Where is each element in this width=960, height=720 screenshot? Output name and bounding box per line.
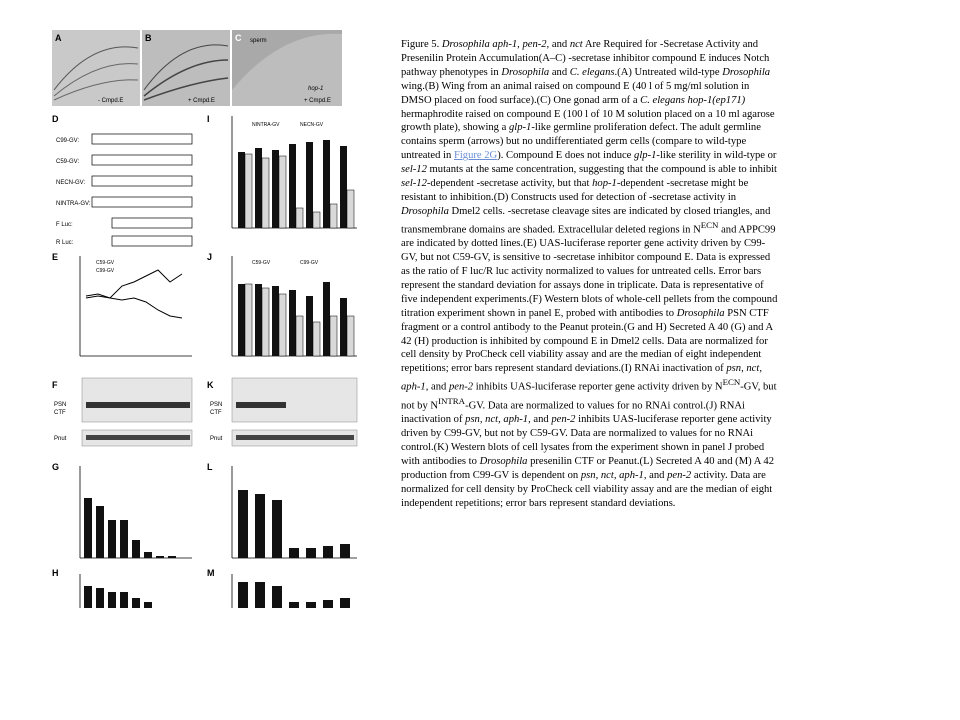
caption-s14: glp-1 xyxy=(508,122,532,134)
panel-letter-b: B xyxy=(145,33,152,43)
caption-s45: presenilin CTF or Peanut.(L) Secreted A 40 and (M) A 42 production from C99-GV is dependent on xyxy=(401,455,775,481)
caption-s24: hop-1 xyxy=(592,178,617,190)
caption-s21: mutants at the same concentration, suggesting that the compound is able to inhibit xyxy=(426,164,778,176)
caption-s31: PSN CTF fragment or a control antibody to the Peanut protein.(G and H) Secreted A 40 (G) and A 42 (H) production is inhibited by compound E in Dmel2 cells. Data are normalized for cell density by ProCheck cell viability assay and are the median of eight independent repetitions; error bars represent standard deviations.(I) RNAi inactivation of xyxy=(401,307,773,375)
legend-j-2: C99-GV xyxy=(300,260,319,266)
caption-s37: -GV, but not by N xyxy=(401,381,777,412)
panel-k xyxy=(207,378,357,446)
panel-c-label-1: hop-1 xyxy=(308,86,324,92)
panel-letter-k: K xyxy=(207,380,214,390)
panel-letter-c: C xyxy=(235,33,242,43)
caption-text xyxy=(401,38,779,511)
legend-i-1: NINTRA-GV xyxy=(252,122,280,128)
panel-g xyxy=(52,462,192,558)
construct-3: NECN-GV: xyxy=(56,180,86,186)
panel-c-sperm: sperm xyxy=(250,38,267,44)
panel-a xyxy=(52,30,140,106)
legend-e-1: C59-GV xyxy=(96,260,115,266)
panel-b xyxy=(142,30,230,106)
caption-s13: hermaphrodite raised on compound E (100 l of 10 M solution placed on a 10 ml agarose growth plate), showing a xyxy=(401,108,775,134)
panel-letter-l: L xyxy=(207,462,213,472)
caption-s32: psn, nct, aph-1, xyxy=(401,363,762,393)
blot-k-psn: PSN xyxy=(210,402,223,408)
panel-l xyxy=(207,462,357,558)
caption-s17: ). Compound E does not induce xyxy=(497,150,635,162)
caption-s04: nct xyxy=(569,39,583,50)
panel-a-label: - Cmpd.E xyxy=(98,98,124,104)
caption-s43: inhibits UAS-luciferase reporter gene activity driven by C99-GV, but not by C59-GV. Data are normalized to values for no RNAi control.(K) Western blots of cell lysates from the experiment shown in panel J probed with antibodies to xyxy=(401,414,772,467)
panel-c-label-2: + Cmpd.E xyxy=(304,98,331,104)
construct-4: NINTRA-GV: xyxy=(56,201,91,207)
caption-s47: and xyxy=(646,469,668,481)
caption-s29: and APPC99 are indicated by dotted lines.(E) UAS-luciferase reporter gene activity driven by C99-GV, but not C59-GV, is sensitive to -secretase inhibitor compound E. Data is expressed as the ratio of F luc/R luc activity normalized to values for untreated cells. Error bars represent the standard deviation for assays done in triplicate. Data is representative of five independent experiments.(F) Western blots of whole-cell pellets from the compound titration experiment shown in panel E, probed with antibodies to xyxy=(401,224,778,319)
caption-s30: Drosophila xyxy=(676,307,725,319)
legend-e-2: C99-GV xyxy=(96,268,115,274)
caption-s34: pen-2 xyxy=(448,381,474,393)
caption-s44: Drosophila xyxy=(479,455,528,467)
caption-s27: Dmel2 cells. -secretase cleavage sites are indicated by closed triangles, and transmembrane domains are shaded. Extracellular deleted regions in N xyxy=(401,205,771,236)
panel-c xyxy=(232,30,342,106)
caption-s36: ECN xyxy=(722,377,741,388)
panel-letter-d: D xyxy=(52,114,59,124)
blot-f-pnut: Pnut xyxy=(54,436,67,442)
panel-b-label: + Cmpd.E xyxy=(188,98,215,104)
blot-k-pnut: Pnut xyxy=(210,436,223,442)
panel-f xyxy=(52,378,192,446)
construct-6: R Luc: xyxy=(56,240,74,246)
caption-s02: Drosophila aph-1, pen-2, xyxy=(441,39,550,50)
blot-k-ctf: CTF xyxy=(210,410,222,416)
legend-j-1: C59-GV xyxy=(252,260,271,266)
panel-j xyxy=(207,252,357,356)
panel-h xyxy=(52,568,152,608)
panel-letter-g: G xyxy=(52,462,60,472)
caption-s40: psn, nct, aph-1, xyxy=(465,414,531,426)
caption-s03: and xyxy=(549,39,570,50)
caption-s49: activity. Data are normalized for cell density by ProCheck cell viability assay and are the median of eight independent repetitions; error bars represent standard deviations. xyxy=(401,469,773,509)
panel-m xyxy=(207,568,350,608)
panel-letter-i: I xyxy=(207,114,210,124)
legend-i-2: NECN-GV xyxy=(300,122,324,128)
panel-letter-a: A xyxy=(55,33,62,43)
figure-image xyxy=(52,30,392,608)
caption-s11: wing.(B) Wing from an animal raised on compound E (40 l of 5 mg/ml solution in DMSO placed on food surface).(C) One gonad arm of a xyxy=(401,80,750,106)
caption-s09: .(A) Untreated wild-type xyxy=(614,66,723,78)
caption-s06: Drosophila xyxy=(501,66,550,78)
caption-s08: C. elegans xyxy=(569,66,615,78)
panel-letter-f: F xyxy=(52,380,58,390)
caption-s41: and xyxy=(530,414,552,426)
caption-s35: inhibits UAS-luciferase reporter gene activity driven by N xyxy=(473,381,723,393)
caption-s19: -like sterility in wild-type or xyxy=(656,150,777,162)
caption-s48: pen-2 xyxy=(667,469,692,481)
panel-letter-m: M xyxy=(207,568,215,578)
panel-d xyxy=(52,114,192,246)
blot-f-psn: PSN xyxy=(54,402,67,408)
caption-s42: pen-2 xyxy=(551,414,576,426)
caption-s07: and xyxy=(549,66,570,78)
caption-s01: Figure 5. xyxy=(401,39,442,50)
caption-s10: Drosophila xyxy=(722,66,771,78)
caption-s33: and xyxy=(428,381,449,393)
caption-s22: sel-12 xyxy=(401,178,427,190)
panel-i xyxy=(207,114,357,228)
construct-1: C99-GV: xyxy=(56,138,80,144)
construct-5: F Luc: xyxy=(56,222,73,228)
caption-s18: glp-1 xyxy=(634,150,657,162)
figure-caption xyxy=(401,38,779,511)
blot-f-ctf: CTF xyxy=(54,410,66,416)
panel-letter-e: E xyxy=(52,252,59,262)
caption-s46: psn, nct, aph-1, xyxy=(580,469,647,481)
caption-s12: C. elegans hop-1(ep171) xyxy=(640,94,746,106)
caption-s38: INTRA xyxy=(438,395,466,406)
panel-e xyxy=(52,252,192,356)
caption-s05: Are Required for -Secretase Activity and Presenilin Protein Accumulation(A–C) -secretase inhibitor compound E induces Notch pathway phenotypes in xyxy=(401,39,770,78)
caption-s23: -dependent -secretase activity, but that xyxy=(426,178,593,190)
construct-2: C59-GV: xyxy=(56,159,80,165)
caption-s25: -dependent -secretase might be resistant to inhibition.(D) Constructs used for detection of -secretase activity in xyxy=(401,178,749,203)
caption-s20: sel-12 xyxy=(401,164,427,176)
panel-letter-h: H xyxy=(52,568,59,578)
caption-s26: Drosophila xyxy=(401,205,449,217)
caption-s39: -GV. Data are normalized to values for no RNAi control.(J) RNAi inactivation of xyxy=(401,400,745,426)
figure-2g-link[interactable]: Figure 2G xyxy=(453,150,498,162)
caption-s28: ECN xyxy=(700,219,719,230)
figure-panels xyxy=(52,30,392,608)
panel-letter-j: J xyxy=(207,252,213,262)
caption-s15: -like germline proliferation defect. The adult germline contains sperm (arrows) but no undifferentiated germ cells (compare to wild-type untreated in xyxy=(401,122,761,162)
